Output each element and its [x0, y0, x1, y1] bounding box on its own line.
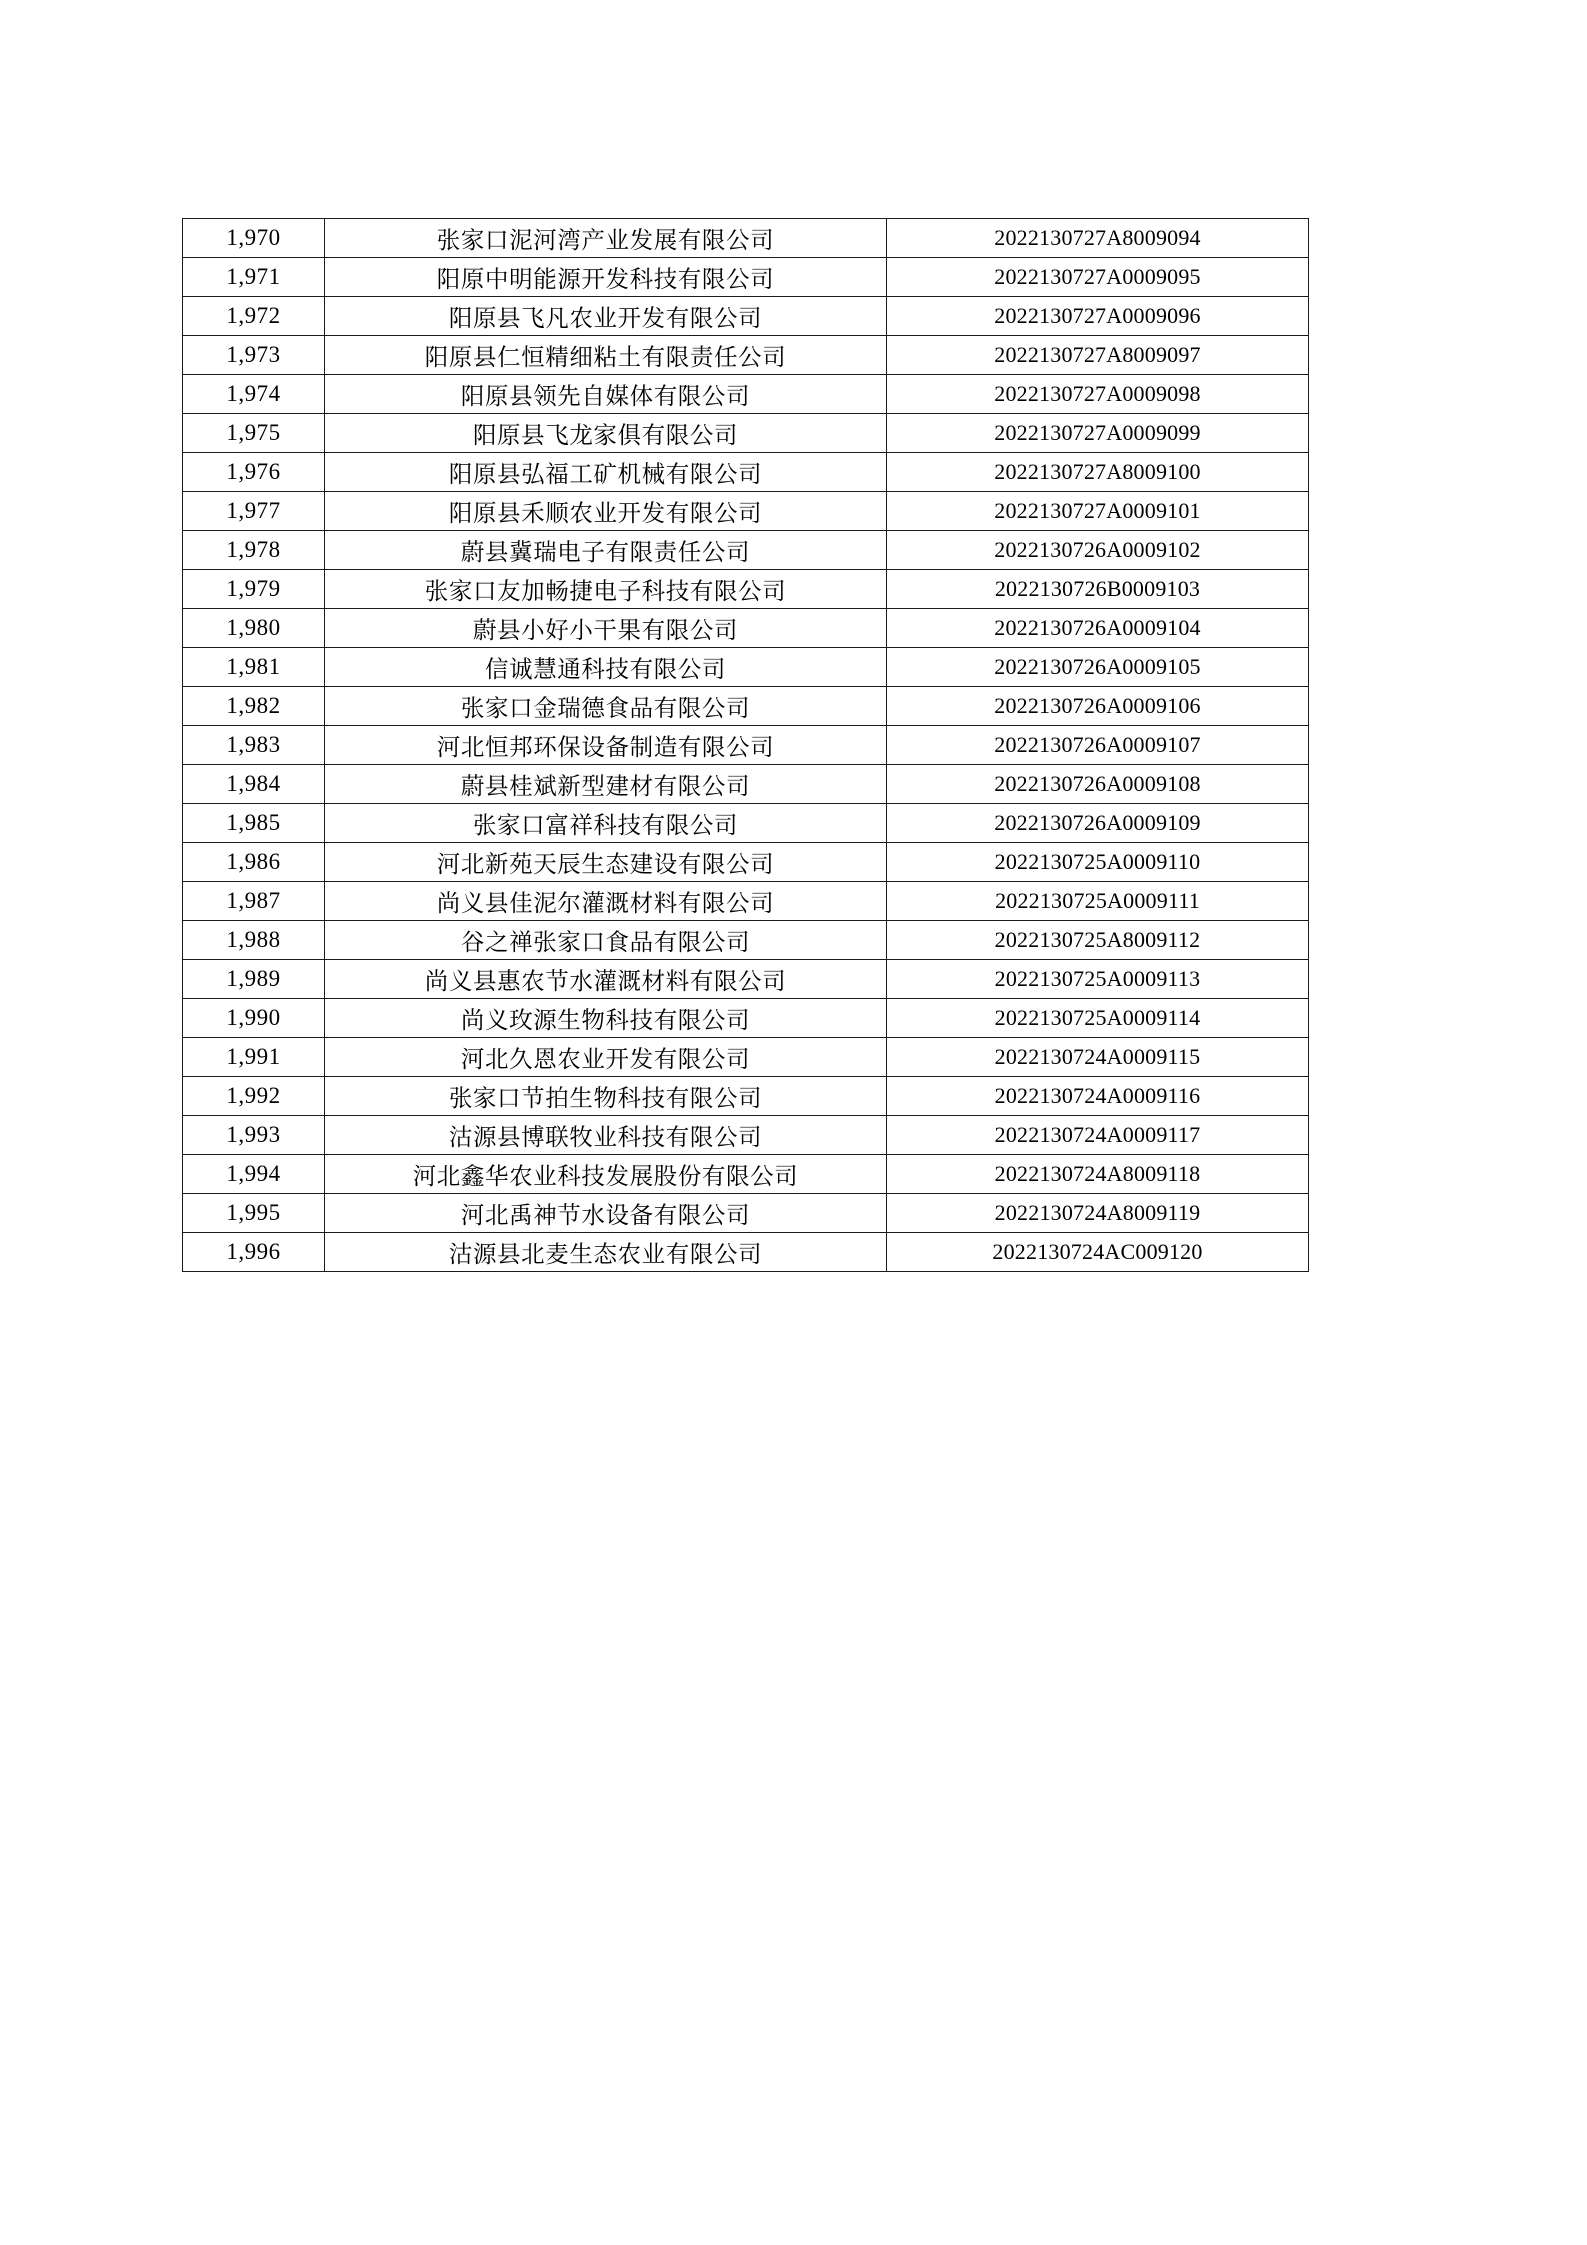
table-row: [183, 1038, 1309, 1077]
row-index-cell: 1,991: [183, 1038, 325, 1077]
row-index-cell: 1,988: [183, 921, 325, 960]
row-index-cell: 1,984: [183, 765, 325, 804]
row-index-cell: 1,981: [183, 648, 325, 687]
row-index-cell: 1,987: [183, 882, 325, 921]
row-index-cell: 1,996: [183, 1233, 325, 1272]
table-row: [183, 297, 1309, 336]
company-name-cell: 沽源县北麦生态农业有限公司: [325, 1233, 887, 1272]
row-index-cell: 1,977: [183, 492, 325, 531]
company-name-cell: 蔚县小好小干果有限公司: [325, 609, 887, 648]
row-index-cell: 1,995: [183, 1194, 325, 1233]
registration-code-cell: 2022130726A0009106: [887, 687, 1309, 726]
row-index-cell: 1,979: [183, 570, 325, 609]
company-name-cell: 尚义玫源生物科技有限公司: [325, 999, 887, 1038]
registration-code-cell: 2022130726A0009104: [887, 609, 1309, 648]
table-row: [183, 336, 1309, 375]
registration-code-cell: 2022130726A0009109: [887, 804, 1309, 843]
registration-code-cell: 2022130727A8009097: [887, 336, 1309, 375]
company-listing-table: [182, 218, 1309, 1272]
table-row: [183, 843, 1309, 882]
table-row: [183, 375, 1309, 414]
company-name-cell: 张家口金瑞德食品有限公司: [325, 687, 887, 726]
company-name-cell: 沽源县博联牧业科技有限公司: [325, 1116, 887, 1155]
registration-code-cell: 2022130727A0009101: [887, 492, 1309, 531]
registration-code-cell: 2022130727A8009100: [887, 453, 1309, 492]
row-index-cell: 1,978: [183, 531, 325, 570]
company-name-cell: 张家口节拍生物科技有限公司: [325, 1077, 887, 1116]
table-row: [183, 1233, 1309, 1272]
company-name-cell: 河北新苑天辰生态建设有限公司: [325, 843, 887, 882]
row-index-cell: 1,973: [183, 336, 325, 375]
registration-code-cell: 2022130725A0009111: [887, 882, 1309, 921]
company-listing-table-wrapper: [182, 218, 1308, 1272]
table-row: [183, 492, 1309, 531]
registration-code-cell: 2022130724AC009120: [887, 1233, 1309, 1272]
table-row: [183, 414, 1309, 453]
row-index-cell: 1,983: [183, 726, 325, 765]
row-index-cell: 1,992: [183, 1077, 325, 1116]
table-row: [183, 648, 1309, 687]
company-name-cell: 阳原中明能源开发科技有限公司: [325, 258, 887, 297]
table-row: [183, 1155, 1309, 1194]
company-name-cell: 阳原县领先自媒体有限公司: [325, 375, 887, 414]
table-row: [183, 960, 1309, 999]
row-index-cell: 1,994: [183, 1155, 325, 1194]
row-index-cell: 1,982: [183, 687, 325, 726]
company-name-cell: 阳原县飞凡农业开发有限公司: [325, 297, 887, 336]
company-name-cell: 张家口泥河湾产业发展有限公司: [325, 219, 887, 258]
company-name-cell: 尚义县惠农节水灌溉材料有限公司: [325, 960, 887, 999]
registration-code-cell: 2022130725A8009112: [887, 921, 1309, 960]
registration-code-cell: 2022130724A0009115: [887, 1038, 1309, 1077]
registration-code-cell: 2022130726A0009107: [887, 726, 1309, 765]
registration-code-cell: 2022130727A0009098: [887, 375, 1309, 414]
company-name-cell: 信诚慧通科技有限公司: [325, 648, 887, 687]
registration-code-cell: 2022130727A8009094: [887, 219, 1309, 258]
registration-code-cell: 2022130724A0009116: [887, 1077, 1309, 1116]
registration-code-cell: 2022130726A0009105: [887, 648, 1309, 687]
row-index-cell: 1,986: [183, 843, 325, 882]
row-index-cell: 1,972: [183, 297, 325, 336]
table-row: [183, 1116, 1309, 1155]
table-body: [183, 219, 1309, 1272]
company-name-cell: 阳原县飞龙家俱有限公司: [325, 414, 887, 453]
company-name-cell: 蔚县桂斌新型建材有限公司: [325, 765, 887, 804]
registration-code-cell: 2022130726A0009108: [887, 765, 1309, 804]
registration-code-cell: 2022130726B0009103: [887, 570, 1309, 609]
company-name-cell: 河北恒邦环保设备制造有限公司: [325, 726, 887, 765]
registration-code-cell: 2022130725A0009114: [887, 999, 1309, 1038]
table-row: [183, 921, 1309, 960]
table-row: [183, 570, 1309, 609]
registration-code-cell: 2022130725A0009110: [887, 843, 1309, 882]
company-name-cell: 尚义县佳泥尔灌溉材料有限公司: [325, 882, 887, 921]
company-name-cell: 谷之禅张家口食品有限公司: [325, 921, 887, 960]
registration-code-cell: 2022130727A0009099: [887, 414, 1309, 453]
company-name-cell: 阳原县仁恒精细粘土有限责任公司: [325, 336, 887, 375]
registration-code-cell: 2022130726A0009102: [887, 531, 1309, 570]
registration-code-cell: 2022130724A0009117: [887, 1116, 1309, 1155]
registration-code-cell: 2022130724A8009119: [887, 1194, 1309, 1233]
table-row: [183, 999, 1309, 1038]
table-row: [183, 531, 1309, 570]
company-name-cell: 河北久恩农业开发有限公司: [325, 1038, 887, 1077]
row-index-cell: 1,970: [183, 219, 325, 258]
table-row: [183, 219, 1309, 258]
company-name-cell: 河北禹神节水设备有限公司: [325, 1194, 887, 1233]
company-name-cell: 阳原县禾顺农业开发有限公司: [325, 492, 887, 531]
row-index-cell: 1,976: [183, 453, 325, 492]
company-name-cell: 蔚县冀瑞电子有限责任公司: [325, 531, 887, 570]
registration-code-cell: 2022130727A0009096: [887, 297, 1309, 336]
table-row: [183, 453, 1309, 492]
row-index-cell: 1,971: [183, 258, 325, 297]
table-row: [183, 609, 1309, 648]
row-index-cell: 1,990: [183, 999, 325, 1038]
row-index-cell: 1,989: [183, 960, 325, 999]
table-row: [183, 258, 1309, 297]
row-index-cell: 1,993: [183, 1116, 325, 1155]
row-index-cell: 1,985: [183, 804, 325, 843]
table-row: [183, 687, 1309, 726]
table-row: [183, 1077, 1309, 1116]
table-row: [183, 765, 1309, 804]
row-index-cell: 1,975: [183, 414, 325, 453]
table-row: [183, 882, 1309, 921]
company-name-cell: 张家口富祥科技有限公司: [325, 804, 887, 843]
row-index-cell: 1,974: [183, 375, 325, 414]
row-index-cell: 1,980: [183, 609, 325, 648]
company-name-cell: 张家口友加畅捷电子科技有限公司: [325, 570, 887, 609]
company-name-cell: 阳原县弘福工矿机械有限公司: [325, 453, 887, 492]
registration-code-cell: 2022130724A8009118: [887, 1155, 1309, 1194]
company-name-cell: 河北鑫华农业科技发展股份有限公司: [325, 1155, 887, 1194]
table-row: [183, 1194, 1309, 1233]
table-row: [183, 726, 1309, 765]
table-row: [183, 804, 1309, 843]
registration-code-cell: 2022130727A0009095: [887, 258, 1309, 297]
registration-code-cell: 2022130725A0009113: [887, 960, 1309, 999]
